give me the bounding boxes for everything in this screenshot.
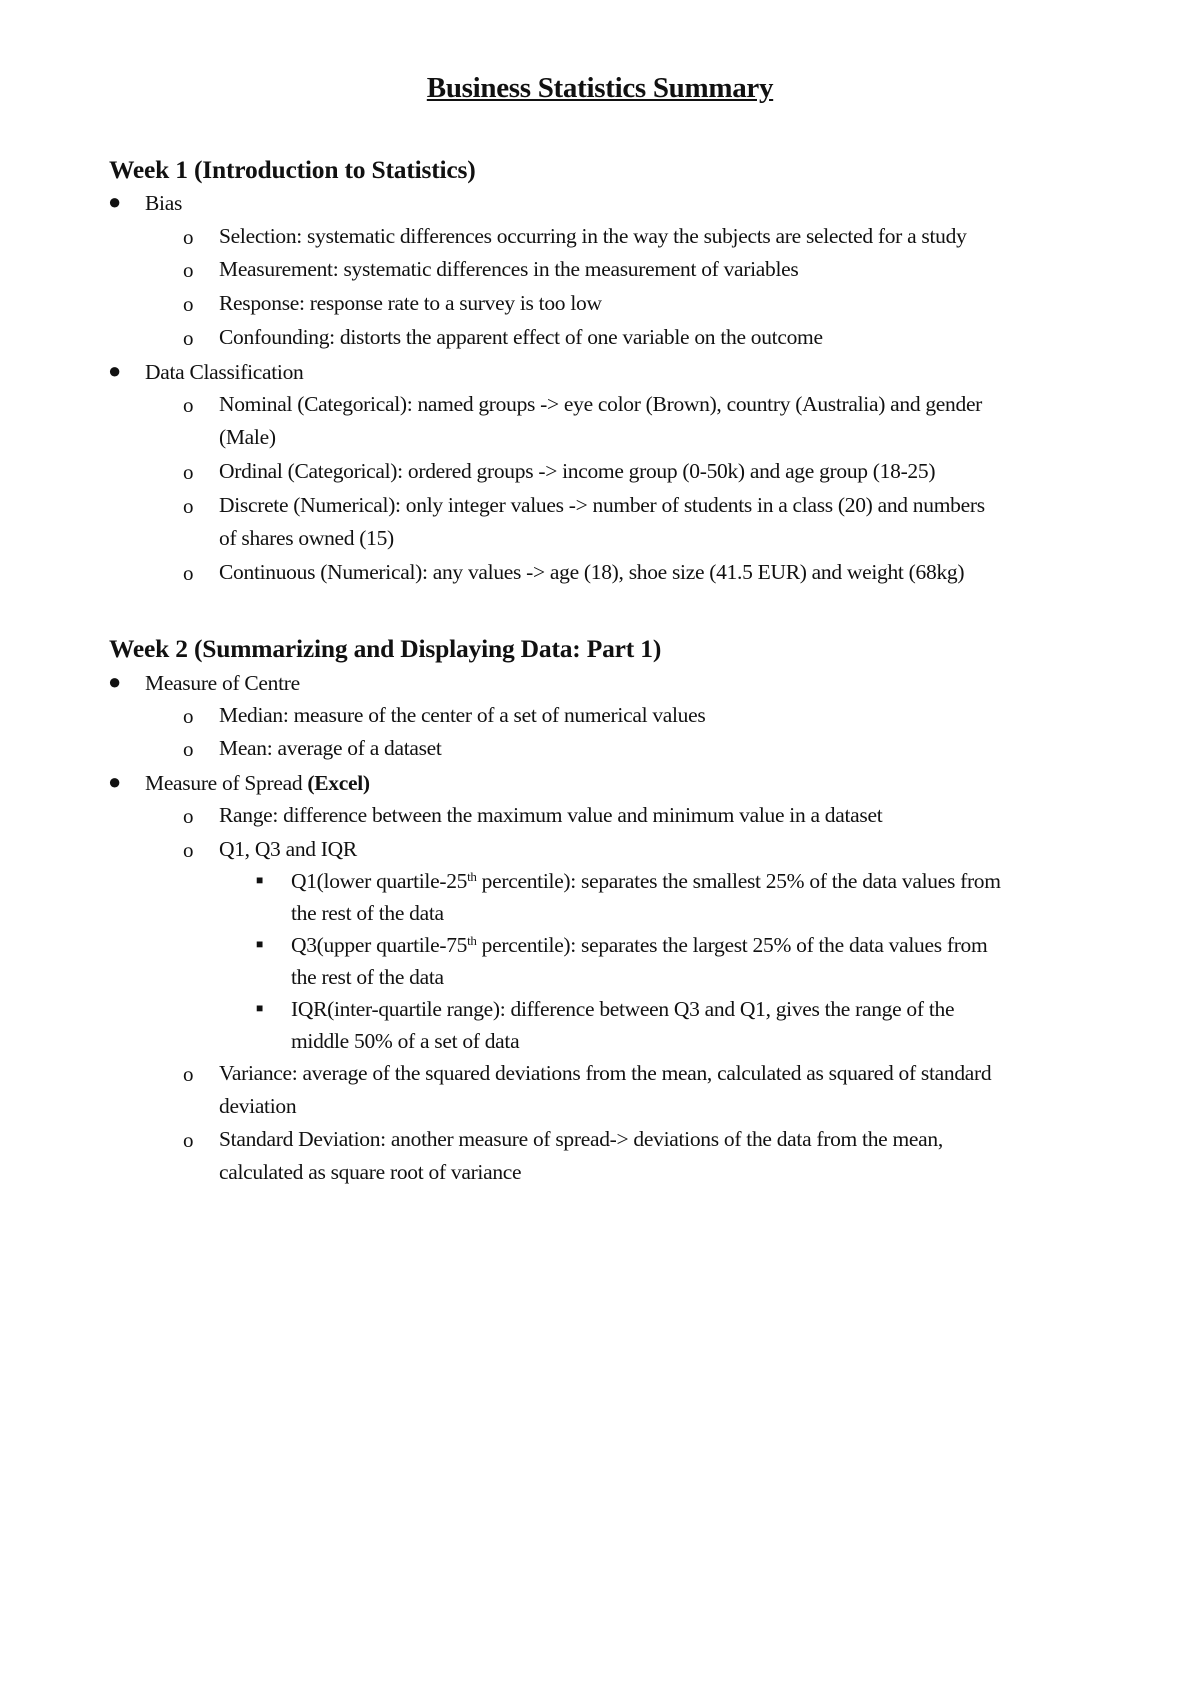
bias-response: Response: response rate to a survey is too low: [219, 291, 602, 315]
std-line-1: Standard Deviation: another measure of spread-> deviations of the data from the mean,: [219, 1127, 943, 1151]
bullet-icon: ●: [108, 358, 122, 383]
q1-pre: Q1(lower quartile-25: [291, 869, 468, 893]
std-line-2: calculated as square root of variance: [219, 1160, 522, 1184]
bullet-icon: ●: [108, 669, 122, 694]
classification-label: Data Classification: [145, 360, 304, 384]
bias-measurement: Measurement: systematic differences in the measurement of variables: [219, 257, 799, 281]
continuous-line: Continuous (Numerical): any values -> age (18), shoe size (41.5 EUR) and weight (68kg): [219, 560, 965, 584]
circle-bullet-icon: o: [183, 704, 194, 728]
centre-label: Measure of Centre: [145, 671, 300, 695]
document-title: Business Statistics Summary: [426, 72, 774, 104]
circle-bullet-icon: o: [183, 561, 194, 585]
range-line: Range: difference between the maximum value and minimum value in a dataset: [219, 803, 883, 827]
quartiles-label: Q1, Q3 and IQR: [219, 837, 357, 861]
nominal-line-1: Nominal (Categorical): named groups -> eye color (Brown), country (Australia) and gender: [219, 392, 983, 416]
square-bullet-icon: ■: [256, 937, 264, 951]
bullet-icon: ●: [108, 769, 122, 794]
discrete-line-2: of shares owned (15): [219, 526, 394, 550]
circle-bullet-icon: o: [183, 460, 194, 484]
circle-bullet-icon: o: [183, 1062, 194, 1086]
spread-label-text: Measure of Spread: [145, 771, 308, 795]
bullet-icon: ●: [108, 189, 122, 214]
week-1-heading: Week 1 (Introduction to Statistics): [109, 155, 476, 184]
square-bullet-icon: ■: [256, 1001, 264, 1015]
ordinal-line: Ordinal (Categorical): ordered groups -> income group (0-50k) and age group (18-25): [219, 459, 936, 483]
iqr-line-2: middle 50% of a set of data: [291, 1029, 520, 1053]
q1-line-2: the rest of the data: [291, 901, 444, 925]
spread-label: [145, 770, 370, 796]
circle-bullet-icon: o: [183, 326, 194, 350]
circle-bullet-icon: o: [183, 225, 194, 249]
q1-sup: th: [467, 869, 477, 884]
q3-pre: Q3(upper quartile-75: [291, 933, 468, 957]
bias-confounding: Confounding: distorts the apparent effect of one variable on the outcome: [219, 325, 823, 349]
circle-bullet-icon: o: [183, 1128, 194, 1152]
circle-bullet-icon: o: [183, 393, 194, 417]
q3-sup: th: [467, 933, 477, 948]
q1-line-1: [291, 868, 1001, 894]
circle-bullet-icon: o: [183, 258, 194, 282]
median-line: Median: measure of the center of a set of numerical values: [219, 703, 706, 727]
q3-line-1: [291, 932, 987, 958]
q3-post: percentile): separates the largest 25% of the data values from: [476, 933, 988, 957]
q3-line-2: the rest of the data: [291, 965, 444, 989]
week-2-heading: Week 2 (Summarizing and Displaying Data: Part 1): [109, 634, 662, 663]
variance-line-1: Variance: average of the squared deviations from the mean, calculated as squared of standard: [219, 1061, 992, 1085]
q1-post: percentile): separates the smallest 25% of the data values from: [476, 869, 1001, 893]
mean-line: Mean: average of a dataset: [219, 736, 442, 760]
circle-bullet-icon: o: [183, 737, 194, 761]
spread-label-excel: (Excel): [307, 771, 370, 795]
square-bullet-icon: ■: [256, 873, 264, 887]
iqr-line-1: IQR(inter-quartile range): difference between Q3 and Q1, gives the range of the: [291, 997, 955, 1021]
discrete-line-1: Discrete (Numerical): only integer values -> number of students in a class (20) and numbers: [219, 493, 985, 517]
bias-label: Bias: [145, 191, 183, 215]
circle-bullet-icon: o: [183, 838, 194, 862]
bias-selection: Selection: systematic differences occurring in the way the subjects are selected for a study: [219, 224, 967, 248]
circle-bullet-icon: o: [183, 494, 194, 518]
circle-bullet-icon: o: [183, 292, 194, 316]
circle-bullet-icon: o: [183, 804, 194, 828]
variance-line-2: deviation: [219, 1094, 297, 1118]
nominal-line-2: (Male): [219, 425, 276, 449]
